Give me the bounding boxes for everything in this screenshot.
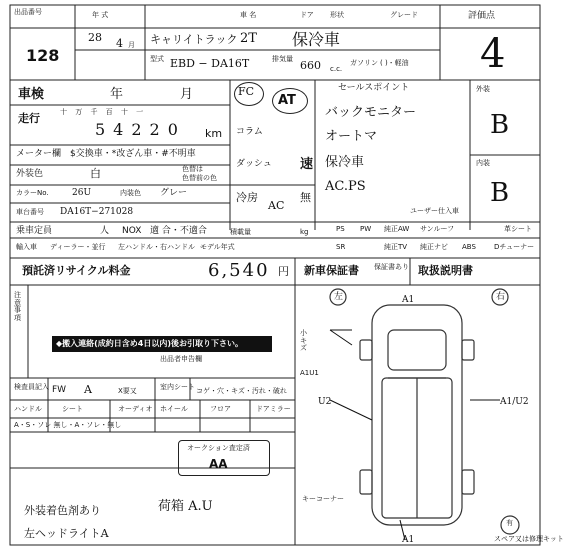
lot-number: 128 [26, 46, 60, 65]
import-label: 輸入車 [16, 243, 37, 251]
import-dealer: ディーラー・並行 [50, 243, 106, 251]
rear-damage-mark: A1 [402, 535, 415, 545]
shaken-month-label: 月 [180, 87, 194, 102]
warranty-label: 新車保証書 [304, 264, 359, 277]
note-line-2: 左ヘッドライトA [24, 527, 109, 540]
nox-options: 適 合・不適合 [150, 226, 207, 236]
nox-label: NOX [122, 226, 142, 236]
mirror-label: ドアミラー [256, 405, 291, 413]
opt-ps: PS [336, 225, 345, 233]
month-value: 4 [116, 37, 123, 50]
type-value: EBD − DA16T [170, 57, 250, 70]
left-damage-mark: U2 [318, 397, 332, 407]
capacity-label: 乗車定員 [16, 226, 53, 236]
aircon-label: 冷房 [236, 191, 258, 204]
auction-stamp [178, 440, 270, 476]
recycle-value: 6,540 [208, 260, 270, 281]
fw-value: A [84, 383, 92, 396]
warranty-sub: 保証書あり [374, 263, 409, 271]
recycle-unit: 円 [278, 265, 289, 278]
month-unit: 月 [128, 41, 135, 49]
year-value: 28 [88, 31, 102, 44]
color-label: 外装色 [16, 169, 44, 179]
right-damage-mark: A1/U2 [500, 397, 529, 407]
note-line-1: 外装着色剤あり [24, 504, 101, 517]
pickup-banner: ◆搬入連絡(成約日含め4日以内)後お引取り下さい。 [52, 336, 272, 352]
chassis-value: DA16T−271028 [60, 207, 134, 217]
interior-seat-label: 室内シート [160, 383, 195, 391]
color-value: 白 [90, 167, 101, 180]
color-no-value: 26U [72, 188, 92, 198]
car-doors: 2T [240, 31, 257, 46]
diagram-right-label: 右 [496, 292, 506, 302]
recycle-label: 預託済リサイクル料金 [22, 264, 131, 277]
int-grade: B [490, 178, 510, 208]
year-label: 年 式 [92, 11, 109, 19]
inspector-label: 検査員記入 [14, 383, 49, 391]
chassis-label: 車台番号 [16, 208, 44, 216]
overall-score: 4 [480, 31, 506, 77]
key-corner-label: キーコーナー [302, 495, 344, 503]
user-label: ユーザー仕入車 [410, 207, 459, 215]
shaken-label: 車検 [18, 87, 45, 102]
inspector-a-row: A・S・ソレ 無し・A・ソレ・無し [14, 421, 122, 429]
auction-logo: AA [209, 457, 228, 471]
meter-label: メーター欄 [16, 149, 62, 159]
displacement-label: 排気量 [272, 55, 293, 63]
dash-label: ダッシュ [236, 159, 272, 169]
side-note-b: A1U1 [300, 369, 319, 377]
type-label: 型式 [150, 55, 164, 63]
aircon-value: AC [268, 199, 285, 212]
column-label: コラム [236, 127, 263, 137]
tire-mark: 有 [506, 519, 513, 527]
meter-options: $交換車・*改ざん車・#不明車 [70, 149, 196, 159]
floor-label: フロア [210, 405, 231, 413]
load-unit: kg [300, 228, 309, 236]
load-label: 積載量 [230, 228, 251, 236]
mileage-label: 走行 [18, 112, 40, 125]
lot-label: 出品番号 [14, 8, 42, 16]
fuel-mark: ( )・軽油 [380, 59, 409, 67]
fc-circle [234, 82, 264, 106]
ext-grade-label: 外装 [476, 85, 490, 93]
opt-abs: ABS [462, 243, 476, 251]
sales-item-2: オートマ [325, 129, 378, 144]
speed-label: 速 [300, 157, 314, 172]
eval-label: 評価点 [468, 11, 496, 21]
opt-sr: SR [336, 243, 346, 251]
shaken-year-label: 年 [110, 87, 124, 102]
x-label: X要又 [118, 387, 137, 395]
grade-label: グレード [390, 11, 418, 19]
ext-grade: B [490, 110, 510, 140]
at-mark: AT [278, 93, 296, 108]
interior-label: 内装色 [120, 189, 141, 197]
import-handle: 左ハンドル・右ハンドル [118, 243, 195, 251]
car-shape: 保冷車 [292, 30, 341, 49]
mileage-unit: km [205, 127, 223, 140]
audio-label: オーディオ [118, 405, 153, 413]
aircon-none: 無 [300, 191, 311, 204]
mileage-value: 54220 [95, 120, 186, 139]
seat-label: シート [62, 405, 83, 413]
opt-tuner: Dチューナー [494, 243, 535, 251]
manual-label: 取扱説明書 [418, 264, 473, 277]
note-line-3: 荷箱 A.U [158, 499, 213, 514]
at-circle [272, 88, 308, 114]
int-grade-label: 内装 [476, 159, 490, 167]
opt-aw: 純正AW [384, 225, 410, 233]
color-no-label: カラーNo. [16, 189, 49, 197]
door-label: ドア [300, 11, 314, 19]
sales-item-1: バックモニター [325, 105, 417, 120]
opt-tv: 純正TV [384, 243, 408, 251]
fuel-label: ガソリン [350, 59, 378, 67]
make-label: 車 名 [240, 11, 257, 19]
defects-label: コゲ・穴・キズ・汚れ・破れ [196, 387, 287, 395]
fc-mark: FC [238, 85, 255, 98]
cc-unit: c.c. [330, 65, 343, 73]
wheel-label: ホイール [160, 405, 188, 413]
color-note-a: 色替は [182, 165, 203, 173]
declarant-label: 出品者申告欄 [160, 355, 202, 363]
auction-stamp-title: オークション査定済 [187, 444, 250, 452]
car-name: キャリイトラック [150, 33, 238, 46]
handle-label: ハンドル [14, 405, 42, 413]
sales-item-4: AC.PS [325, 179, 366, 194]
mileage-units: 十 万 千 百 十 一 [60, 108, 144, 116]
color-note-b: 色替前の色 [182, 174, 217, 182]
displacement-value: 660 [300, 59, 321, 72]
side-note-a: 小キズ [300, 329, 307, 353]
fw-label: FW [52, 385, 67, 395]
sales-item-3: 保冷車 [325, 155, 365, 170]
opt-sunroof: サンルーフ [420, 225, 455, 233]
model-year-label: モデル年式 [200, 243, 235, 251]
interior-value: グレー [160, 188, 188, 198]
opt-navi: 純正ナビ [420, 243, 448, 251]
diagram-left-label: 左 [334, 292, 344, 302]
notice-side-label: 注意事項 [14, 291, 21, 323]
front-damage-mark: A1 [402, 295, 415, 305]
opt-leather: 革シート [504, 225, 532, 233]
capacity-unit: 人 [100, 226, 110, 236]
shape-label: 形状 [330, 11, 344, 19]
sales-header: セールスポイント [338, 83, 410, 93]
spare-label: スペア又は修理キット [494, 535, 564, 543]
opt-pw: PW [360, 225, 372, 233]
